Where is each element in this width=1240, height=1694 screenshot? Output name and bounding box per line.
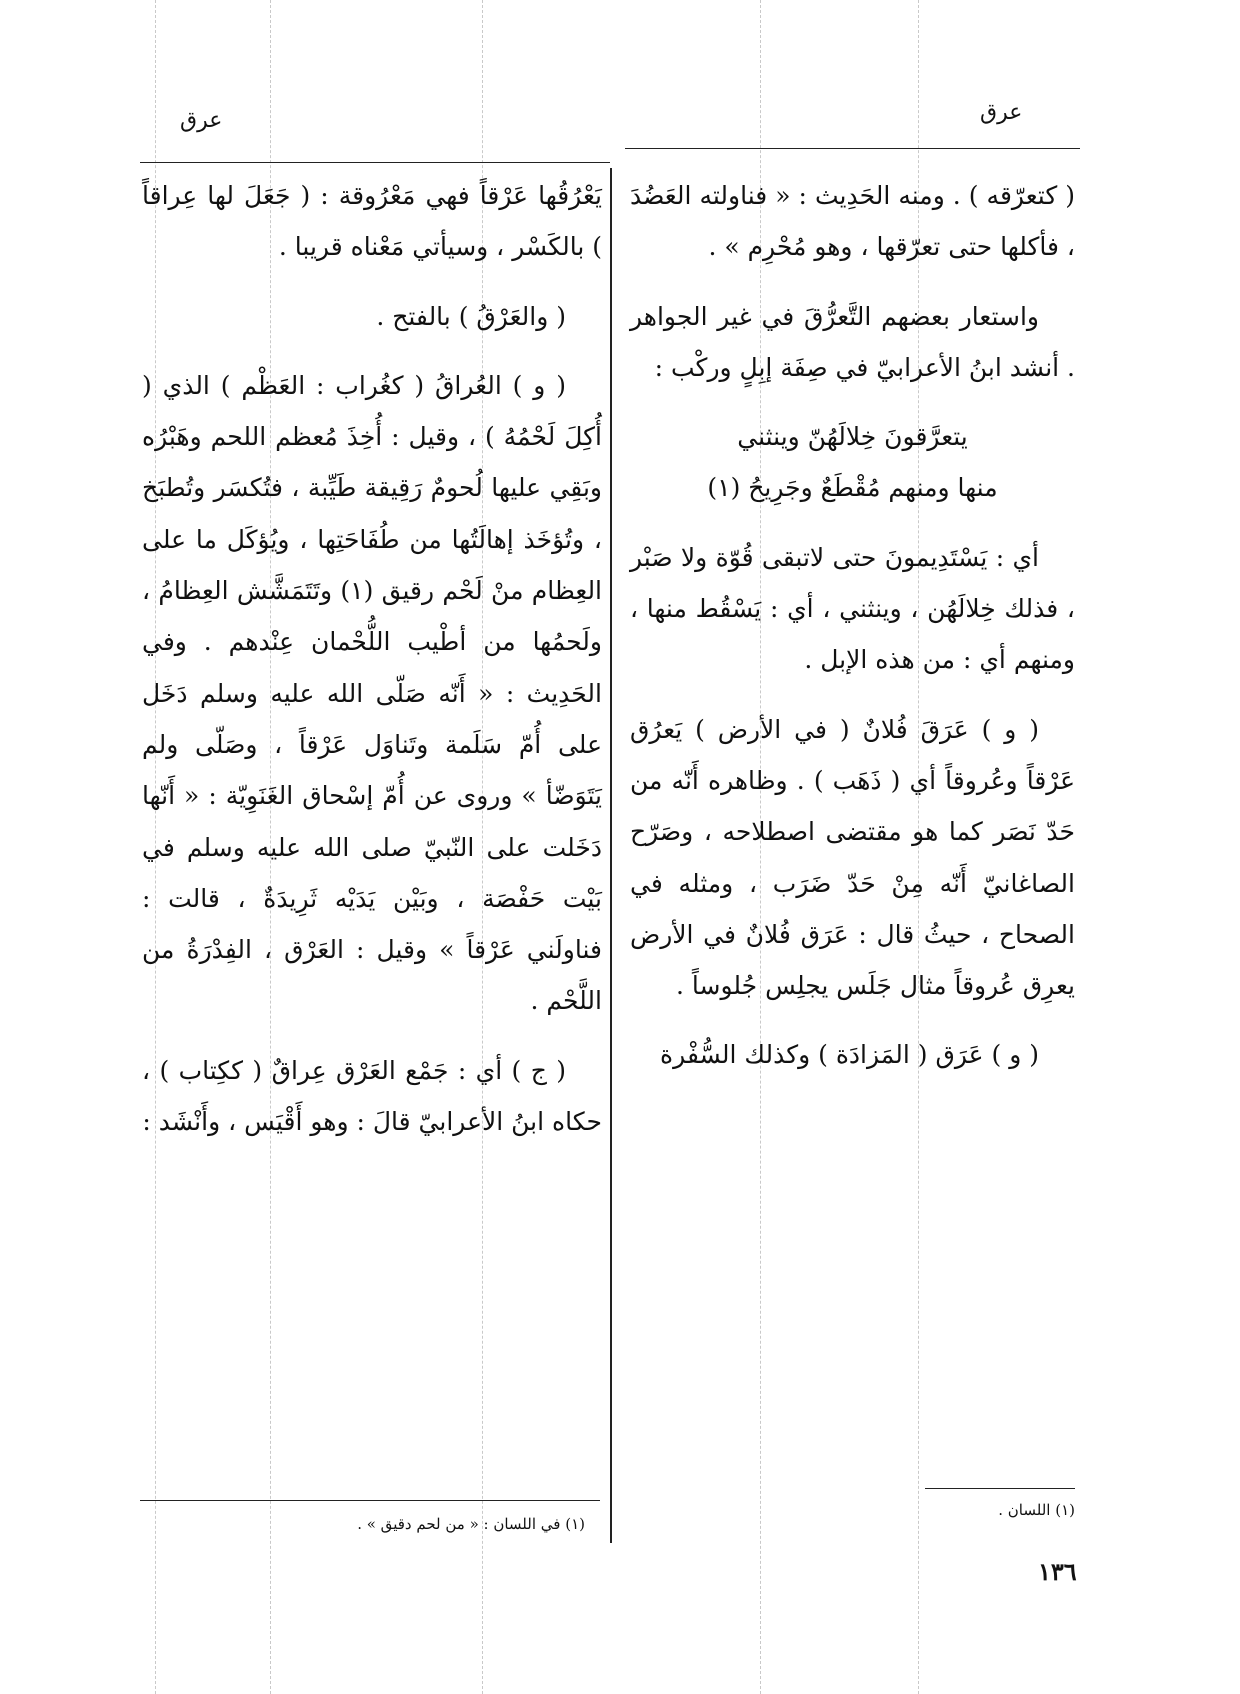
paragraph: ( و ) العُراقُ ( كغُراب : العَظْم ) الذي ( أُكِلَ لَحْمُهُ ) ، وقيل : أُخِذَ مُعظم اللحم وهَبْرُه وبَقِي عليها لُحومٌ رَقِيقة طَيِّبة ، فتُكسَر وتُطبَخ ، وتُؤخَذ إهالَتُها من طُفَاحَتِها ، ويُؤكَل ما على العِظام منْ لَحْم رقيق (١) وتَتَمَشَّش العِظامُ ، ولَحمُها من أطْيب اللُّحْمان عِنْدهم . وفي الحَدِيث : « أَنّه صَلّى الله عليه وسلم دَخَل على أُمّ سَلَمة وتَناوَل عَرْقاً ، وصَلّى ولم يَتَوَضّأ » وروى عن أُمّ إسْحاق الغَنَوِيّة : « أَنّها دَخَلت على النّبيّ صلى الله عليه وسلم في بَيْت حَفْصَة ، وبَيْن يَدَيْه ثَرِيدَةٌ ، قالت : فناولَني عَرْقاً » وقيل : العَرْق ، الفِدْرَةُ من اللَّحْم . (142, 370, 603, 1016)
paragraph: ( و ) عَرَق ( المَزادَة ) وكذلك السُّفْرة (660, 1040, 1039, 1070)
running-header-right: عرق (980, 100, 1023, 125)
verse-line: يتعرَّقونَ خِلالَهُنّ وينثني (737, 422, 968, 452)
page-number: ١٣٦ (1038, 1557, 1077, 1586)
paragraph: أي : يَسْتَدِيمونَ حتى لاتبقى قُوّة ولا صَبْر ، فذلك خِلالَهُن ، وينثني ، أي : يَسْقُط منها ، ومنهم أي : من هذه الإبل . (630, 542, 1075, 675)
poetry-verse (630, 411, 1075, 514)
paragraph: ( ج ) أي : جَمْع العَرْق عِراقٌ ( ككِتاب ) ، حكاه ابنُ الأعرابيّ قالَ : وهو أَقْيَس ، وأَنْشَد : (142, 1055, 602, 1137)
footnote-right: (١) اللسان . (998, 1501, 1075, 1519)
left-column (142, 170, 602, 1165)
footnote-rule (925, 1488, 1075, 1489)
paragraph: يَعْرُقُها عَرْقاً فهي مَعْرُوقة : ( جَعَلَ لها عِراقاً ) بالكَسْر ، وسيأتي مَعْناه قريبا . (142, 181, 602, 262)
header-rule (625, 148, 1080, 149)
verse-line: منها ومنهم مُقْطَعٌ وجَرِيحُ (١) (707, 473, 998, 503)
footnote-left: (١) في اللسان : « من لحم دقيق » . (357, 1515, 585, 1533)
paragraph: ( كتعرّقه ) . ومنه الحَدِيث : « فناولته العَضُدَ ، فأكلها حتى تعرّقها ، وهو مُحْرِم » . (630, 181, 1075, 262)
column-separator (610, 168, 612, 1543)
footnote-rule (140, 1500, 600, 1501)
right-column (630, 170, 1075, 1099)
paragraph: ( و ) عَرَقَ فُلانٌ ( في الأرض ) يَعرُق عَرْقاً وعُروقاً أي ( ذَهَب ) . وظاهره أَنّه من حَدّ نَصَر كما هو مقتضى اصطلاحه ، وصَرّح الصاغانيّ أَنّه مِنْ حَدّ ضَرَب ، ومثله في الصحاح ، حيثُ قال : عَرَق فُلانٌ في الأرض يعرِق عُروقاً مثال جَلَس يجلِس جُلوساً . (630, 714, 1075, 1001)
column-top-rule (140, 162, 610, 163)
paragraph: واستعار بعضهم التَّعرُّقَ في غير الجواهر . أنشد ابنُ الأعرابيّ في صِفَة إبِلٍ وركْب : (630, 301, 1075, 382)
paragraph: ( والعَرْقُ ) بالفتح . (376, 301, 566, 331)
running-header-left: عرق (180, 108, 223, 133)
